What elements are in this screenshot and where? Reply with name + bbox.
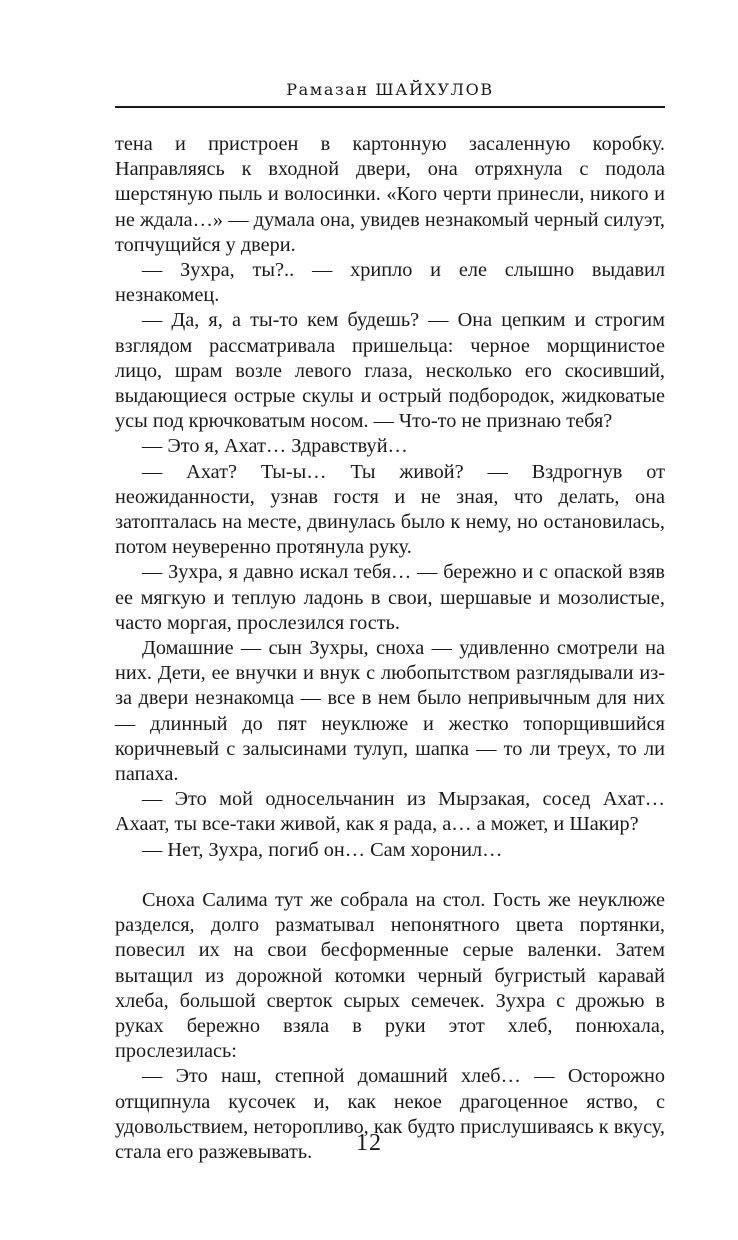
paragraph: — Это я, Ахат… Здравствуй… bbox=[142, 435, 408, 458]
paragraph: — Это наш, степной домашний хлеб… — Осторожно отщипнула кусочек и, как некое драгоценное яство, с удовольствием, неторопливо, как будто прислушиваясь к вкусу, стала его разжевывать. bbox=[115, 1065, 665, 1163]
paragraph: — Это мой односельчанин из Мырзакая, сосед Ахат… Ахаат, ты все-таки живой, как я рада, а… а может, и Шакир? bbox=[115, 788, 665, 836]
paragraph: — Зухра, ты?.. — хрипло и еле слышно выдавил незнакомец. bbox=[115, 259, 665, 307]
paragraph: — Зухра, я давно искал тебя… — бережно и с опаской взяв ее мягкую и теплую ладонь в свои, шершавые и мозолистые, часто моргая, прослезился гость. bbox=[115, 561, 665, 634]
body-text bbox=[115, 132, 665, 1165]
paragraph: Домашние — сын Зухры, сноха — удивленно смотрели на них. Дети, ее внучки и внук с любопытством разглядывали из-за двери незнакомца — все в нем было непривычным для них — длинный до пят неуклюже и жестко топорщившийся коричневый с залысинами тулуп, шапка — то ли треух, то ли папаха. bbox=[115, 637, 665, 786]
paragraph: — Да, я, а ты-то кем будешь? — Она цепким и строгим взглядом рассматривала пришельца: черное морщинистое лицо, шрам возле левого глаза, несколько его скосивший, выдающиеся острые скулы и острый подбородок, жидковатые усы под крючковатым носом. — Что-то не признаю тебя? bbox=[115, 309, 665, 433]
section-break bbox=[115, 863, 665, 888]
paragraph: — Ахат? Ты-ы… Ты живой? — Вздрогнув от неожиданности, узнав гостя и не зная, что делать, она затопталась на месте, двинулась было к нему, но остановилась, потом неуверенно протянула руку. bbox=[115, 460, 665, 559]
header-rule bbox=[115, 106, 665, 108]
running-header-author: Рамазан ШАЙХУЛОВ bbox=[286, 80, 494, 99]
paragraph: тена и пристроен в картонную засаленную коробку. Направляясь к входной двери, она отряхнула с подола шерстяную пыль и волосинки. «Кого черти принесли, никого и не ждала…» — думала она, увидев незнакомый черный силуэт, топчущийся у двери. bbox=[115, 133, 665, 256]
paragraph: — Нет, Зухра, погиб он… Сам хоронил… bbox=[142, 838, 503, 861]
page-number: 12 bbox=[356, 1130, 382, 1156]
paragraph: Сноха Салима тут же собрала на стол. Гость же неуклюже разделся, долго разматывал непонятного цвета портянки, повесил их на свои бесформенные серые валенки. Затем вытащил из дорожной котомки черный бугристый каравай хлеба, большой сверток сырых семечек. Зухра с дрожью в руках бережно взяла в руки этот хлеб, понюхала, прослезилась: bbox=[115, 888, 665, 1063]
